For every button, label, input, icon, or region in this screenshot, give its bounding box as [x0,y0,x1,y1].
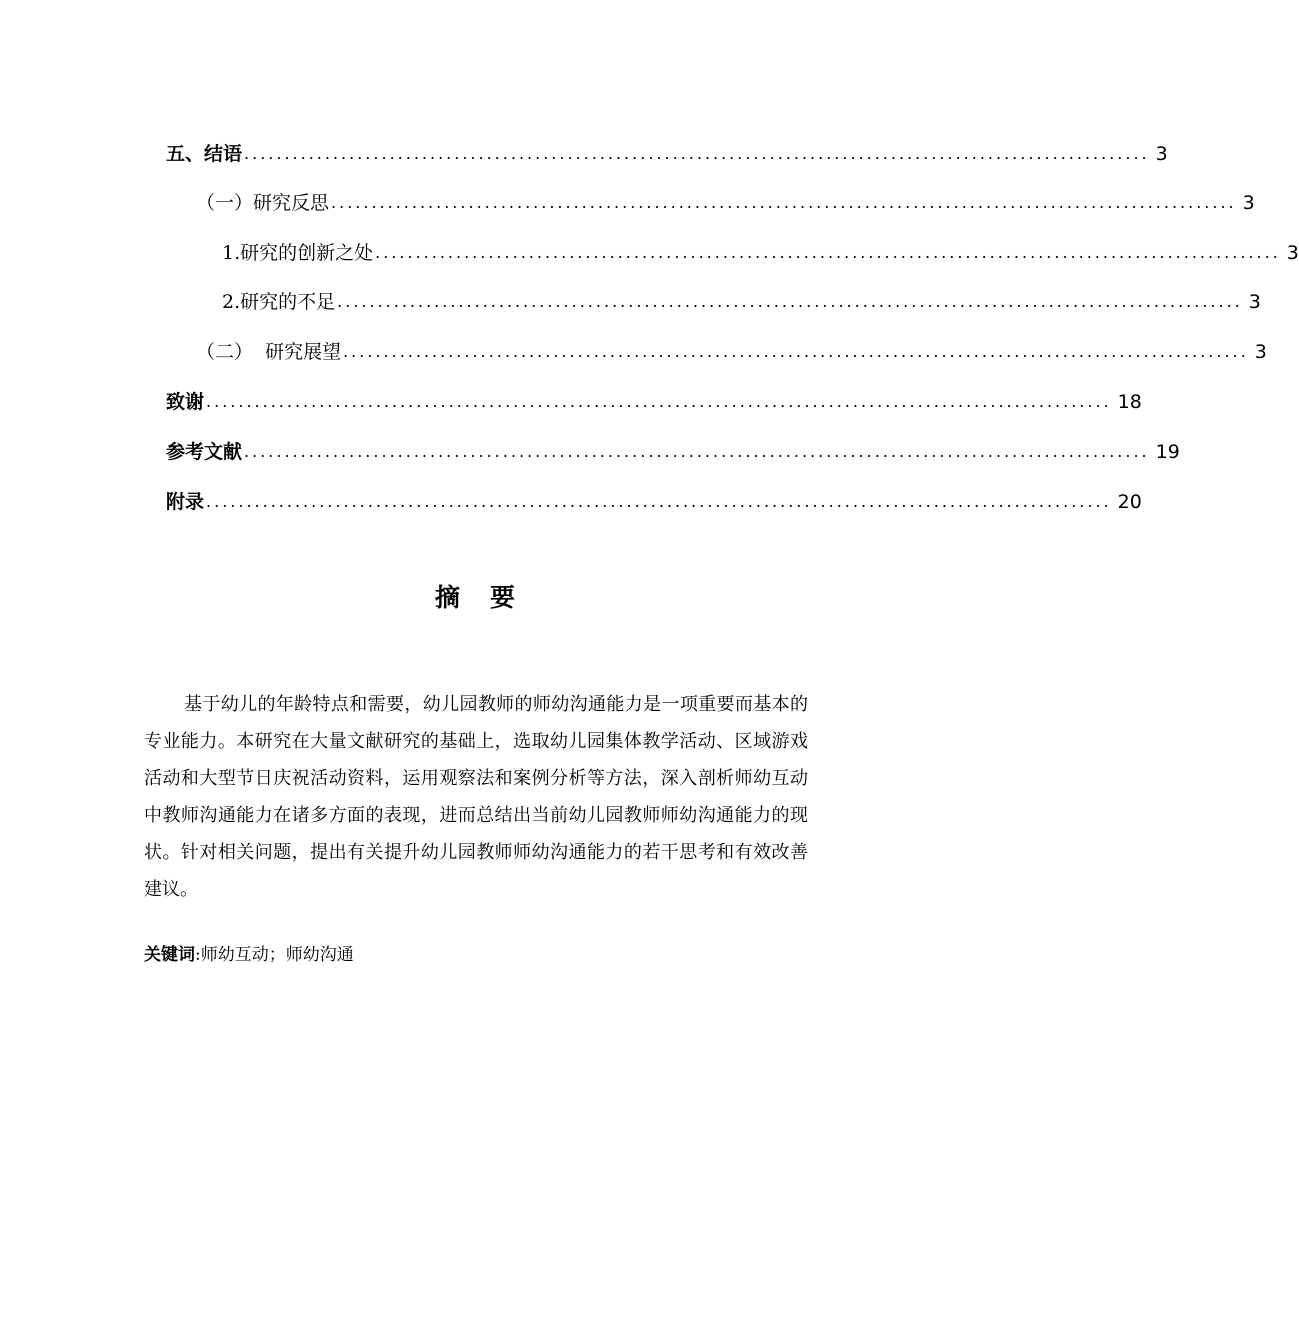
keywords-value: :师幼互动；师幼沟通 [195,945,354,965]
toc-leader-dots: ................................................................................................................ [337,292,1243,311]
toc-page-number: 19 [1155,441,1180,463]
toc-label: 1.研究的创新之处 [222,242,374,264]
toc-page-number: 20 [1117,491,1142,513]
toc-label: 2.研究的不足 [222,291,336,313]
keywords-line [144,942,354,968]
toc-page-number: 3 [1248,291,1261,313]
toc-leader-dots: ................................................................................................................ [206,492,1112,511]
toc-entry-reflection[interactable] [196,187,1255,215]
toc-leader-dots: ................................................................................................................ [244,144,1150,163]
toc-entry-conclusion[interactable] [166,138,1168,166]
toc-page-number: 3 [1286,242,1299,264]
toc-label: （一）研究反思 [196,192,330,214]
toc-page-number: 18 [1117,391,1142,413]
toc-label: 附录 [166,491,205,513]
toc-entry-limitations[interactable] [222,286,1261,314]
toc-leader-dots: ................................................................................................................ [244,442,1150,461]
toc-entry-outlook[interactable] [196,336,1267,364]
toc-entry-references[interactable] [166,436,1180,464]
toc-page-number: 3 [1155,143,1168,165]
toc-page-number: 3 [1254,341,1267,363]
toc-label: 致谢 [166,391,205,413]
abstract-title: 摘要 [434,583,545,612]
toc-label: （二） 研究展望 [196,341,342,363]
toc-label: 参考文献 [166,441,243,463]
toc-leader-dots: ................................................................................................................ [206,392,1112,411]
keywords-label: 关键词 [144,945,195,965]
toc-entry-innovation[interactable] [222,237,1299,265]
toc-leader-dots: ................................................................................................................ [343,342,1249,361]
toc-leader-dots: ................................................................................................................ [375,243,1281,262]
toc-entry-appendix[interactable] [166,486,1142,514]
toc-entry-acknowledgements[interactable] [166,386,1142,414]
toc-label: 五、结语 [166,143,243,165]
toc-leader-dots: ................................................................................................................ [331,193,1237,212]
toc-page-number: 3 [1242,192,1255,214]
abstract-body: 基于幼儿的年龄特点和需要，幼儿园教师的师幼沟通能力是一项重要而基本的专业能力。本研究在大量文献研究的基础上，选取幼儿园集体教学活动、区域游戏活动和大型节日庆祝活动资料，运用观察法和案例分析等方法，深入剖析师幼互动中教师沟通能力在诸多方面的表现，进而总结出当前幼儿园教师师幼沟通能力的现状。针对相关问题，提出有关提升幼儿园教师师幼沟通能力的若干思考和有效改善建议。 [144,694,808,900]
